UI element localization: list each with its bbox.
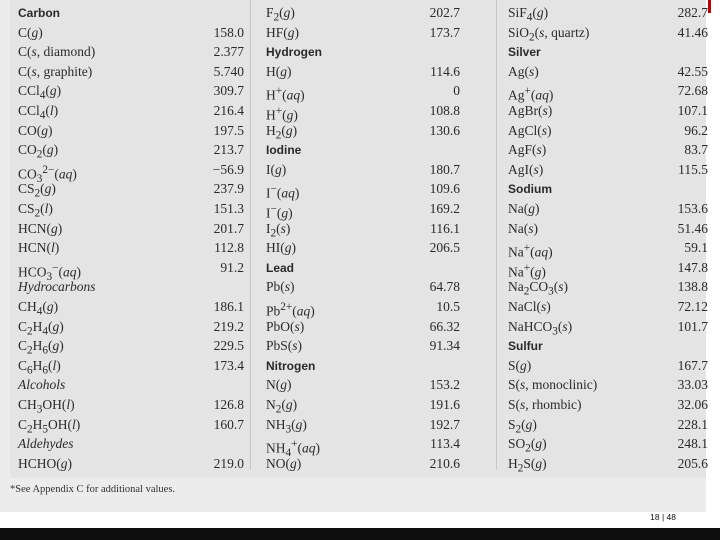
substance-formula: $Pb^{2+}(aq)$ — [266, 301, 315, 319]
substance-formula: HCN(g) — [18, 220, 63, 236]
bottom-bar — [0, 528, 720, 540]
substance-formula: $NH_3(g)$ — [266, 416, 307, 436]
group-heading-label: Lead — [266, 260, 295, 275]
entropy-value: 114.6 — [430, 63, 460, 79]
substance-formula: S(g) — [508, 357, 532, 373]
entropy-value: 116.1 — [430, 220, 460, 236]
substance-formula: H+(g) — [266, 105, 298, 123]
entropy-value: 213.7 — [213, 142, 244, 158]
substance-formula: $CH_3OH(l)$ — [18, 397, 75, 416]
entropy-value: 153.6 — [677, 201, 708, 216]
column-divider — [496, 0, 497, 470]
substance-formula: HCN(l) — [18, 240, 60, 256]
substance-formula: I−(g) — [266, 203, 293, 221]
group-heading-label: Hydrocarbons — [18, 279, 96, 295]
entropy-value: 160.7 — [213, 416, 244, 432]
substance-formula: H+(aq) — [266, 85, 305, 103]
entropy-value: 197.5 — [213, 122, 244, 138]
substance-formula: $C_2H_5OH(l)$ — [18, 416, 81, 436]
entropy-value: 191.6 — [429, 397, 460, 412]
group-heading-label: Alcohols — [18, 377, 66, 393]
substance-formula: $N_2(g)$ — [266, 397, 298, 416]
entropy-value: 201.7 — [213, 220, 244, 236]
entropy-value: 138.8 — [677, 279, 708, 295]
entropy-value: 113.4 — [430, 436, 460, 452]
entropy-value: 107.1 — [677, 103, 708, 118]
substance-formula: Na+(g) — [508, 261, 546, 280]
page-number: 18 | 48 — [650, 512, 676, 522]
entropy-value: 173.4 — [213, 357, 244, 373]
entropy-value: 158.0 — [213, 24, 244, 40]
substance-formula: $H_2S(g)$ — [508, 455, 547, 475]
entropy-value: 173.7 — [429, 24, 460, 40]
entropy-value: 229.5 — [213, 338, 244, 354]
group-heading-label: Silver — [508, 45, 541, 60]
substance-formula: NaCl(s) — [508, 299, 551, 314]
group-heading-label: Iodine — [266, 143, 302, 158]
entropy-value: 2.377 — [213, 44, 244, 60]
substance-formula: $F_2(g)$ — [266, 5, 295, 24]
substance-formula: $I_2(s)$ — [266, 220, 291, 240]
substance-formula: CCl$_4$(l) — [18, 103, 59, 122]
entropy-value: 41.46 — [677, 24, 708, 40]
entropy-value: 51.46 — [677, 220, 708, 236]
substance-formula: C(s, graphite) — [18, 63, 93, 79]
substance-formula: $CO_3^{2-}(aq)$ — [18, 163, 77, 185]
group-heading-label: Sulfur — [508, 339, 543, 354]
entropy-value: 282.7 — [677, 5, 708, 20]
substance-formula: SiF$_4$(g) — [508, 5, 549, 24]
entropy-value: 186.1 — [213, 299, 244, 314]
substance-formula: $HCO_3^-(aq)$ — [18, 261, 81, 283]
substance-formula: NaHCO$_3$(s) — [508, 318, 573, 338]
entropy-value: 169.2 — [429, 201, 460, 216]
entropy-value: 112.8 — [214, 240, 244, 256]
entropy-value: 115.5 — [678, 161, 708, 177]
entropy-value: 210.6 — [429, 455, 460, 471]
substance-formula: Na(g) — [508, 201, 540, 216]
substance-formula: CO(g) — [18, 122, 53, 138]
entropy-value: 219.0 — [213, 455, 244, 471]
entropy-value: 66.32 — [429, 318, 460, 334]
entropy-value: 126.8 — [213, 397, 244, 412]
substance-formula: $C_6H_6(l)$ — [18, 357, 61, 377]
entropy-value: 109.6 — [429, 181, 460, 197]
substance-formula: I(g) — [266, 161, 287, 177]
entropy-table — [10, 0, 706, 478]
substance-formula: $C_2H_6(g)$ — [18, 338, 64, 357]
substance-formula: $C_2H_4(g)$ — [18, 318, 64, 338]
entropy-value: 192.7 — [429, 416, 460, 432]
entropy-value: 91.34 — [429, 338, 460, 354]
substance-formula: Ag(s) — [508, 63, 539, 79]
group-heading-label: Hydrogen — [266, 45, 323, 60]
entropy-value: 153.2 — [429, 377, 460, 393]
entropy-value: 5.740 — [213, 63, 244, 79]
entropy-value: 237.9 — [213, 181, 244, 197]
substance-formula: $S_2(g)$ — [508, 416, 537, 436]
substance-formula: PbO(s) — [266, 318, 305, 334]
entropy-value: 309.7 — [213, 83, 244, 99]
footnote: *See Appendix C for additional values. — [10, 484, 176, 495]
entropy-value: 10.5 — [436, 299, 460, 314]
substance-formula: PbS(s) — [266, 338, 303, 354]
substance-formula: S(s, rhombic) — [508, 397, 582, 412]
entropy-value: 205.6 — [677, 455, 708, 471]
entropy-value: 91.2 — [220, 259, 244, 275]
entropy-value: 72.12 — [677, 299, 708, 314]
entropy-value: 147.8 — [677, 259, 708, 275]
entropy-value: 248.1 — [677, 436, 708, 452]
substance-formula: $CS_2(g)$ — [18, 181, 56, 201]
substance-formula: $CH_4(g)$ — [18, 299, 59, 318]
substance-formula: I−(aq) — [266, 183, 300, 201]
substance-formula: Na(s) — [508, 220, 539, 236]
substance-formula: SiO$_2$(s, quartz) — [508, 24, 590, 44]
entropy-value: 72.68 — [677, 83, 708, 99]
substance-formula: C(s, diamond) — [18, 44, 96, 60]
substance-formula: H(g) — [266, 63, 292, 79]
entropy-value: 83.7 — [684, 142, 708, 158]
entropy-value: 216.4 — [213, 103, 244, 118]
entropy-value: 206.5 — [429, 240, 460, 256]
entropy-value: 180.7 — [429, 161, 460, 177]
entropy-value: 228.1 — [677, 416, 708, 432]
entropy-value: 101.7 — [677, 318, 708, 334]
entropy-value: 0 — [453, 83, 460, 99]
substance-formula: NO(g) — [266, 455, 302, 471]
substance-formula: AgF(s) — [508, 142, 547, 158]
entropy-value: 64.78 — [429, 279, 460, 295]
group-heading-label: Aldehydes — [18, 436, 74, 452]
substance-formula: CCl$_4$(g) — [18, 83, 62, 103]
substance-formula: $NH_4^+(aq)$ — [266, 438, 320, 460]
group-heading-label: Nitrogen — [266, 358, 316, 373]
group-heading-label: Sodium — [508, 182, 552, 197]
substance-formula: $CO_2(g)$ — [18, 142, 59, 161]
substance-formula: HF(g) — [266, 24, 300, 40]
entropy-value: 167.7 — [677, 357, 708, 373]
substance-formula: C(g) — [18, 24, 43, 40]
substance-formula: $SO_2(g)$ — [508, 436, 547, 455]
entropy-value: 219.2 — [213, 318, 244, 334]
entropy-value: 151.3 — [213, 201, 244, 216]
substance-formula: AgBr(s) — [508, 103, 553, 118]
entropy-value: −56.9 — [212, 161, 244, 177]
substance-formula: AgCl(s) — [508, 122, 552, 138]
entropy-value: 96.2 — [684, 122, 708, 138]
entropy-value: 33.03 — [677, 377, 708, 393]
substance-formula: N(g) — [266, 377, 292, 393]
column-divider — [250, 0, 251, 470]
entropy-value: 130.6 — [429, 122, 460, 138]
group-heading-label: Carbon — [18, 6, 60, 20]
substance-formula: HCHO(g) — [18, 455, 72, 471]
substance-formula: S(s, monoclinic) — [508, 377, 598, 393]
substance-formula: $CS_2(l)$ — [18, 201, 53, 220]
red-marker — [708, 0, 711, 13]
substance-formula: HI(g) — [266, 240, 296, 256]
substance-formula: $Na_2CO_3(s)$ — [508, 279, 569, 299]
substance-formula: Ag+(aq) — [508, 85, 554, 103]
substance-formula: Pb(s) — [266, 279, 295, 295]
substance-formula: AgI(s) — [508, 161, 544, 177]
entropy-value: 202.7 — [429, 5, 460, 20]
entropy-value: 42.55 — [677, 63, 708, 79]
entropy-value: 59.1 — [684, 240, 708, 256]
entropy-value: 108.8 — [429, 103, 460, 118]
entropy-value: 32.06 — [677, 397, 708, 412]
substance-formula: $H_2(g)$ — [266, 122, 298, 142]
substance-formula: Na+(aq) — [508, 242, 553, 260]
